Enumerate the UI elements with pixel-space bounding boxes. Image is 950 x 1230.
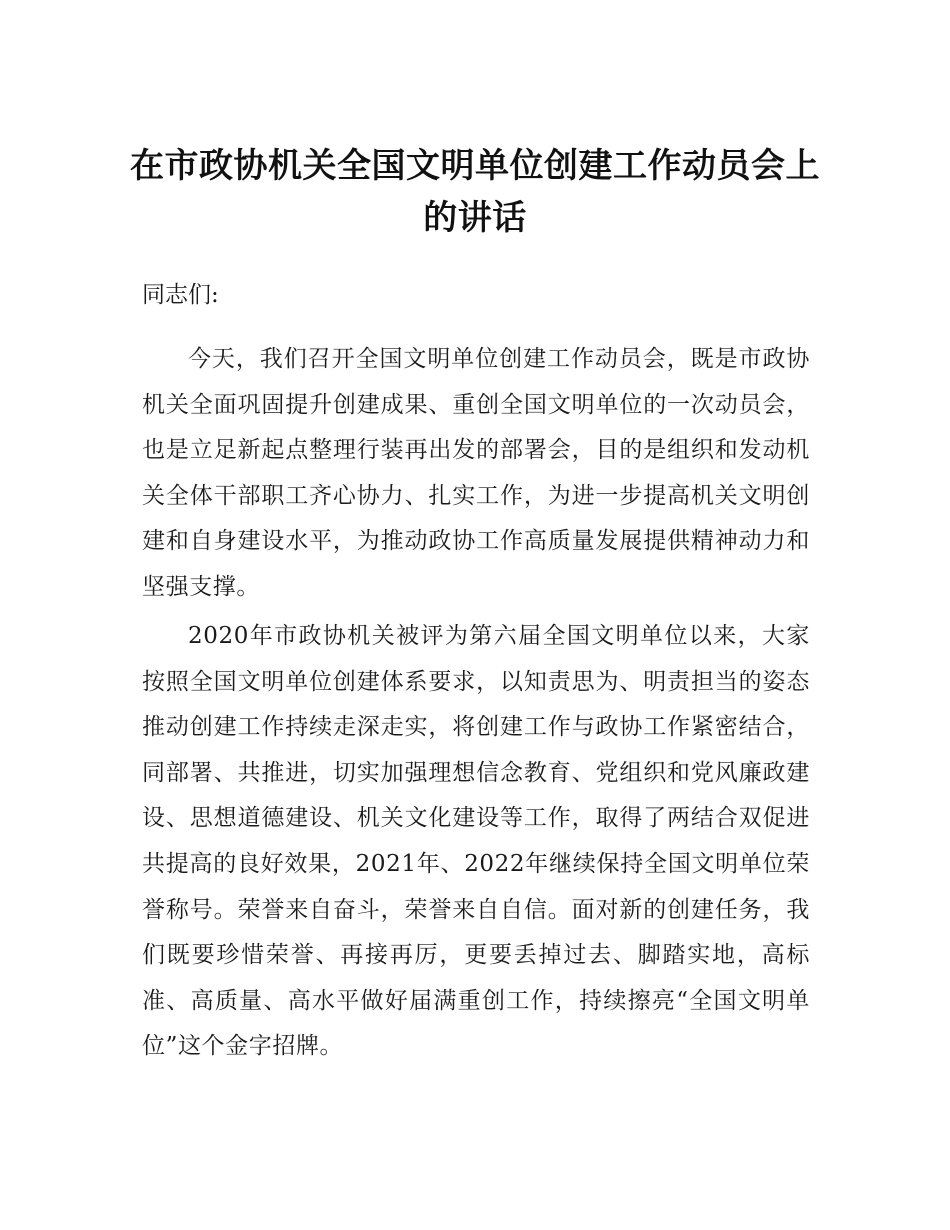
body-paragraph-1: 今天，我们召开全国文明单位创建工作动员会，既是市政协机关全面巩固提升创建成果、重创全国文明单位的一次动员会，也是立足新起点整理行装再出发的部署会，目的是组织和发动机关全体干部职工齐心协力、扎实工作，为进一步提高机关文明创建和自身建设水平，为推动政协工作高质量发展提供精神动力和坚强支撑。 <box>142 346 810 600</box>
salutation: 同志们: <box>142 282 219 308</box>
body-paragraph-2: 2020年市政协机关被评为第六届全国文明单位以来，大家按照全国文明单位创建体系要求，以知责思为、明责担当的姿态推动创建工作持续走深走实，将创建工作与政协工作紧密结合，同部署、共推进，切实加强理想信念教育、党组织和党风廉政建设、思想道德建设、机关文化建设等工作，取得了两结合双促进共提高的良好效果，2021年、2022年继续保持全国文明单位荣誉称号。荣誉来自奋斗，荣誉来自自信。面对新的创建任务，我们既要珍惜荣誉、再接再厉，更要丢掉过去、脚踏实地，高标准、高质量、高水平做好届满重创工作，持续擦亮“全国文明单位”这个金字招牌。 <box>142 623 810 1060</box>
document-title: 在市政协机关全国文明单位创建工作动员会上的讲话 <box>130 146 820 238</box>
